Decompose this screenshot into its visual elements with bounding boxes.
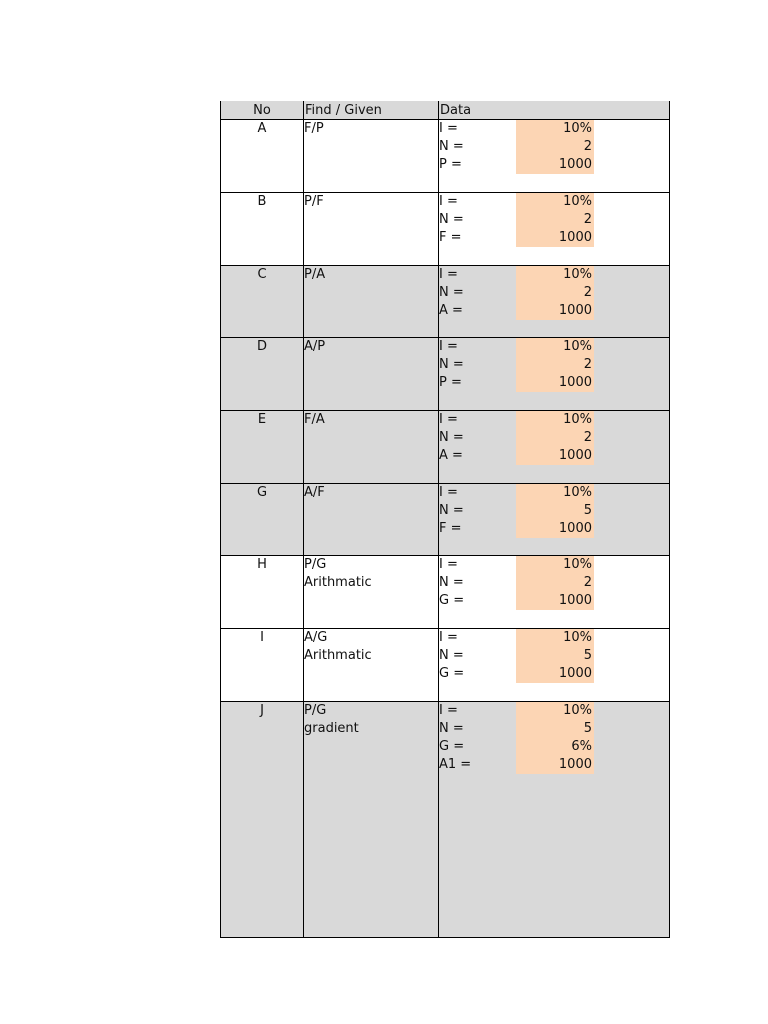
cell-data: [439, 629, 595, 683]
param-row: [439, 592, 595, 610]
param-row: [439, 702, 595, 720]
param-label[interactable]: I =: [439, 267, 458, 282]
cell-find-given[interactable]: [304, 266, 325, 284]
cell-no[interactable]: D: [256, 339, 267, 354]
param-value-input-cell[interactable]: 2: [516, 574, 594, 592]
param-value-input-cell[interactable]: 10%: [516, 629, 594, 647]
param-value-input-cell[interactable]: 5: [516, 502, 594, 520]
cell-no[interactable]: B: [257, 194, 267, 209]
param-value-input-cell[interactable]: 1000: [516, 374, 594, 392]
param-value-input-cell[interactable]: 10%: [516, 484, 594, 502]
cell-find-given[interactable]: [304, 120, 324, 138]
cell-data: [439, 411, 595, 465]
param-row: [439, 120, 595, 138]
cell-find-given[interactable]: [304, 193, 324, 211]
cell-no[interactable]: A: [257, 121, 267, 136]
param-value-input-cell[interactable]: 10%: [516, 556, 594, 574]
table-row: [220, 193, 670, 266]
param-value-input-cell[interactable]: 10%: [516, 338, 594, 356]
param-label[interactable]: A1 =: [439, 757, 472, 772]
param-label[interactable]: N =: [439, 503, 464, 518]
find-given-text: A/F: [304, 485, 325, 500]
param-value-input-cell[interactable]: 2: [516, 211, 594, 229]
table-row: [220, 702, 670, 938]
param-label[interactable]: G =: [439, 666, 465, 681]
param-label[interactable]: I =: [439, 703, 458, 718]
find-given-text: F/A: [304, 412, 325, 427]
param-row: [439, 356, 595, 374]
find-given-text: A/G: [304, 630, 328, 645]
table-row: [220, 266, 670, 338]
cell-data: [439, 338, 595, 392]
param-row: [439, 738, 595, 756]
param-label[interactable]: I =: [439, 412, 458, 427]
param-value-input-cell[interactable]: 1000: [516, 756, 594, 774]
param-row: [439, 338, 595, 356]
param-row: [439, 229, 595, 247]
table-row: [220, 338, 670, 411]
param-label[interactable]: N =: [439, 430, 464, 445]
param-value-input-cell[interactable]: 10%: [516, 411, 594, 429]
param-row: [439, 574, 595, 592]
param-row: [439, 374, 595, 392]
cell-find-given[interactable]: [304, 629, 372, 665]
param-label[interactable]: N =: [439, 285, 464, 300]
param-value-input-cell[interactable]: 10%: [516, 193, 594, 211]
param-row: [439, 720, 595, 738]
param-row: [439, 520, 595, 538]
param-label[interactable]: P =: [439, 375, 462, 390]
cell-data: [439, 484, 595, 538]
find-given-text: P/A: [304, 267, 326, 282]
param-label[interactable]: N =: [439, 139, 464, 154]
cell-data: [439, 702, 595, 774]
cell-find-given[interactable]: [304, 484, 325, 502]
param-value-input-cell[interactable]: 5: [516, 647, 594, 665]
find-given-text: P/F: [304, 194, 324, 209]
find-given-text: gradient: [304, 721, 359, 736]
param-value-input-cell[interactable]: 1000: [516, 302, 594, 320]
cell-data: [439, 193, 595, 247]
param-label[interactable]: G =: [439, 593, 465, 608]
column-divider: [438, 101, 439, 119]
param-label[interactable]: N =: [439, 575, 464, 590]
param-value-input-cell[interactable]: 1000: [516, 447, 594, 465]
param-value-input-cell[interactable]: 5: [516, 720, 594, 738]
param-label[interactable]: F =: [439, 521, 462, 536]
param-label[interactable]: P =: [439, 157, 462, 172]
param-value-input-cell[interactable]: 10%: [516, 702, 594, 720]
find-given-text: Arithmatic: [304, 648, 372, 663]
spreadsheet-table: [220, 101, 670, 938]
param-row: [439, 665, 595, 683]
cell-data: [439, 120, 595, 174]
param-row: [439, 138, 595, 156]
param-label[interactable]: N =: [439, 212, 464, 227]
cell-data: [439, 556, 595, 610]
find-given-text: F/P: [304, 121, 324, 136]
param-label[interactable]: I =: [439, 557, 458, 572]
cell-find-given[interactable]: [304, 411, 325, 429]
param-row: [439, 266, 595, 284]
param-label[interactable]: A =: [439, 448, 463, 463]
param-label[interactable]: I =: [439, 485, 458, 500]
param-row: [439, 411, 595, 429]
param-label[interactable]: F =: [439, 230, 462, 245]
cell-no[interactable]: H: [257, 557, 267, 572]
find-given-text: P/G: [304, 703, 327, 718]
cell-find-given[interactable]: [304, 702, 359, 738]
param-value-input-cell[interactable]: 1000: [516, 156, 594, 174]
table-row: [220, 556, 670, 629]
find-given-text: A/P: [304, 339, 326, 354]
param-row: [439, 193, 595, 211]
param-value-input-cell[interactable]: 1000: [516, 520, 594, 538]
find-given-text: Arithmatic: [304, 575, 372, 590]
table-body: [220, 120, 670, 938]
table-row: [220, 629, 670, 702]
param-value-input-cell[interactable]: 6%: [516, 738, 594, 756]
param-row: [439, 756, 595, 774]
find-given-text: P/G: [304, 557, 327, 572]
param-row: [439, 502, 595, 520]
param-value-input-cell[interactable]: 1000: [516, 592, 594, 610]
param-row: [439, 484, 595, 502]
param-label[interactable]: G =: [439, 739, 465, 754]
param-label[interactable]: N =: [439, 721, 464, 736]
header-row: [220, 101, 670, 120]
param-label[interactable]: N =: [439, 648, 464, 663]
cell-no[interactable]: E: [257, 412, 267, 427]
param-label[interactable]: I =: [439, 121, 458, 136]
param-row: [439, 629, 595, 647]
param-value-input-cell[interactable]: 2: [516, 284, 594, 302]
param-value-input-cell[interactable]: 2: [516, 138, 594, 156]
table-row: [220, 484, 670, 556]
cell-find-given[interactable]: [304, 338, 325, 356]
cell-data: [439, 266, 595, 320]
header-find-given[interactable]: Find / Given: [305, 103, 382, 118]
cell-no[interactable]: C: [257, 267, 267, 282]
param-row: [439, 156, 595, 174]
param-value-input-cell[interactable]: 2: [516, 356, 594, 374]
param-value-input-cell[interactable]: 1000: [516, 665, 594, 683]
param-value-input-cell[interactable]: 10%: [516, 120, 594, 138]
param-label[interactable]: I =: [439, 630, 458, 645]
table-row: [220, 411, 670, 484]
param-row: [439, 302, 595, 320]
param-label[interactable]: A =: [439, 303, 463, 318]
param-row: [439, 447, 595, 465]
cell-no[interactable]: G: [256, 485, 268, 500]
param-value-input-cell[interactable]: 1000: [516, 229, 594, 247]
param-value-input-cell[interactable]: 2: [516, 429, 594, 447]
param-label[interactable]: I =: [439, 339, 458, 354]
param-row: [439, 284, 595, 302]
table-row: [220, 120, 670, 193]
cell-find-given[interactable]: [304, 556, 372, 592]
param-label[interactable]: I =: [439, 194, 458, 209]
column-divider: [303, 101, 304, 119]
header-data[interactable]: Data: [440, 103, 472, 118]
param-label[interactable]: N =: [439, 357, 464, 372]
cell-no[interactable]: I: [260, 630, 264, 645]
header-no[interactable]: No: [253, 103, 271, 118]
param-row: [439, 211, 595, 229]
param-row: [439, 429, 595, 447]
param-row: [439, 556, 595, 574]
cell-no[interactable]: J: [260, 703, 264, 718]
param-row: [439, 647, 595, 665]
param-value-input-cell[interactable]: 10%: [516, 266, 594, 284]
